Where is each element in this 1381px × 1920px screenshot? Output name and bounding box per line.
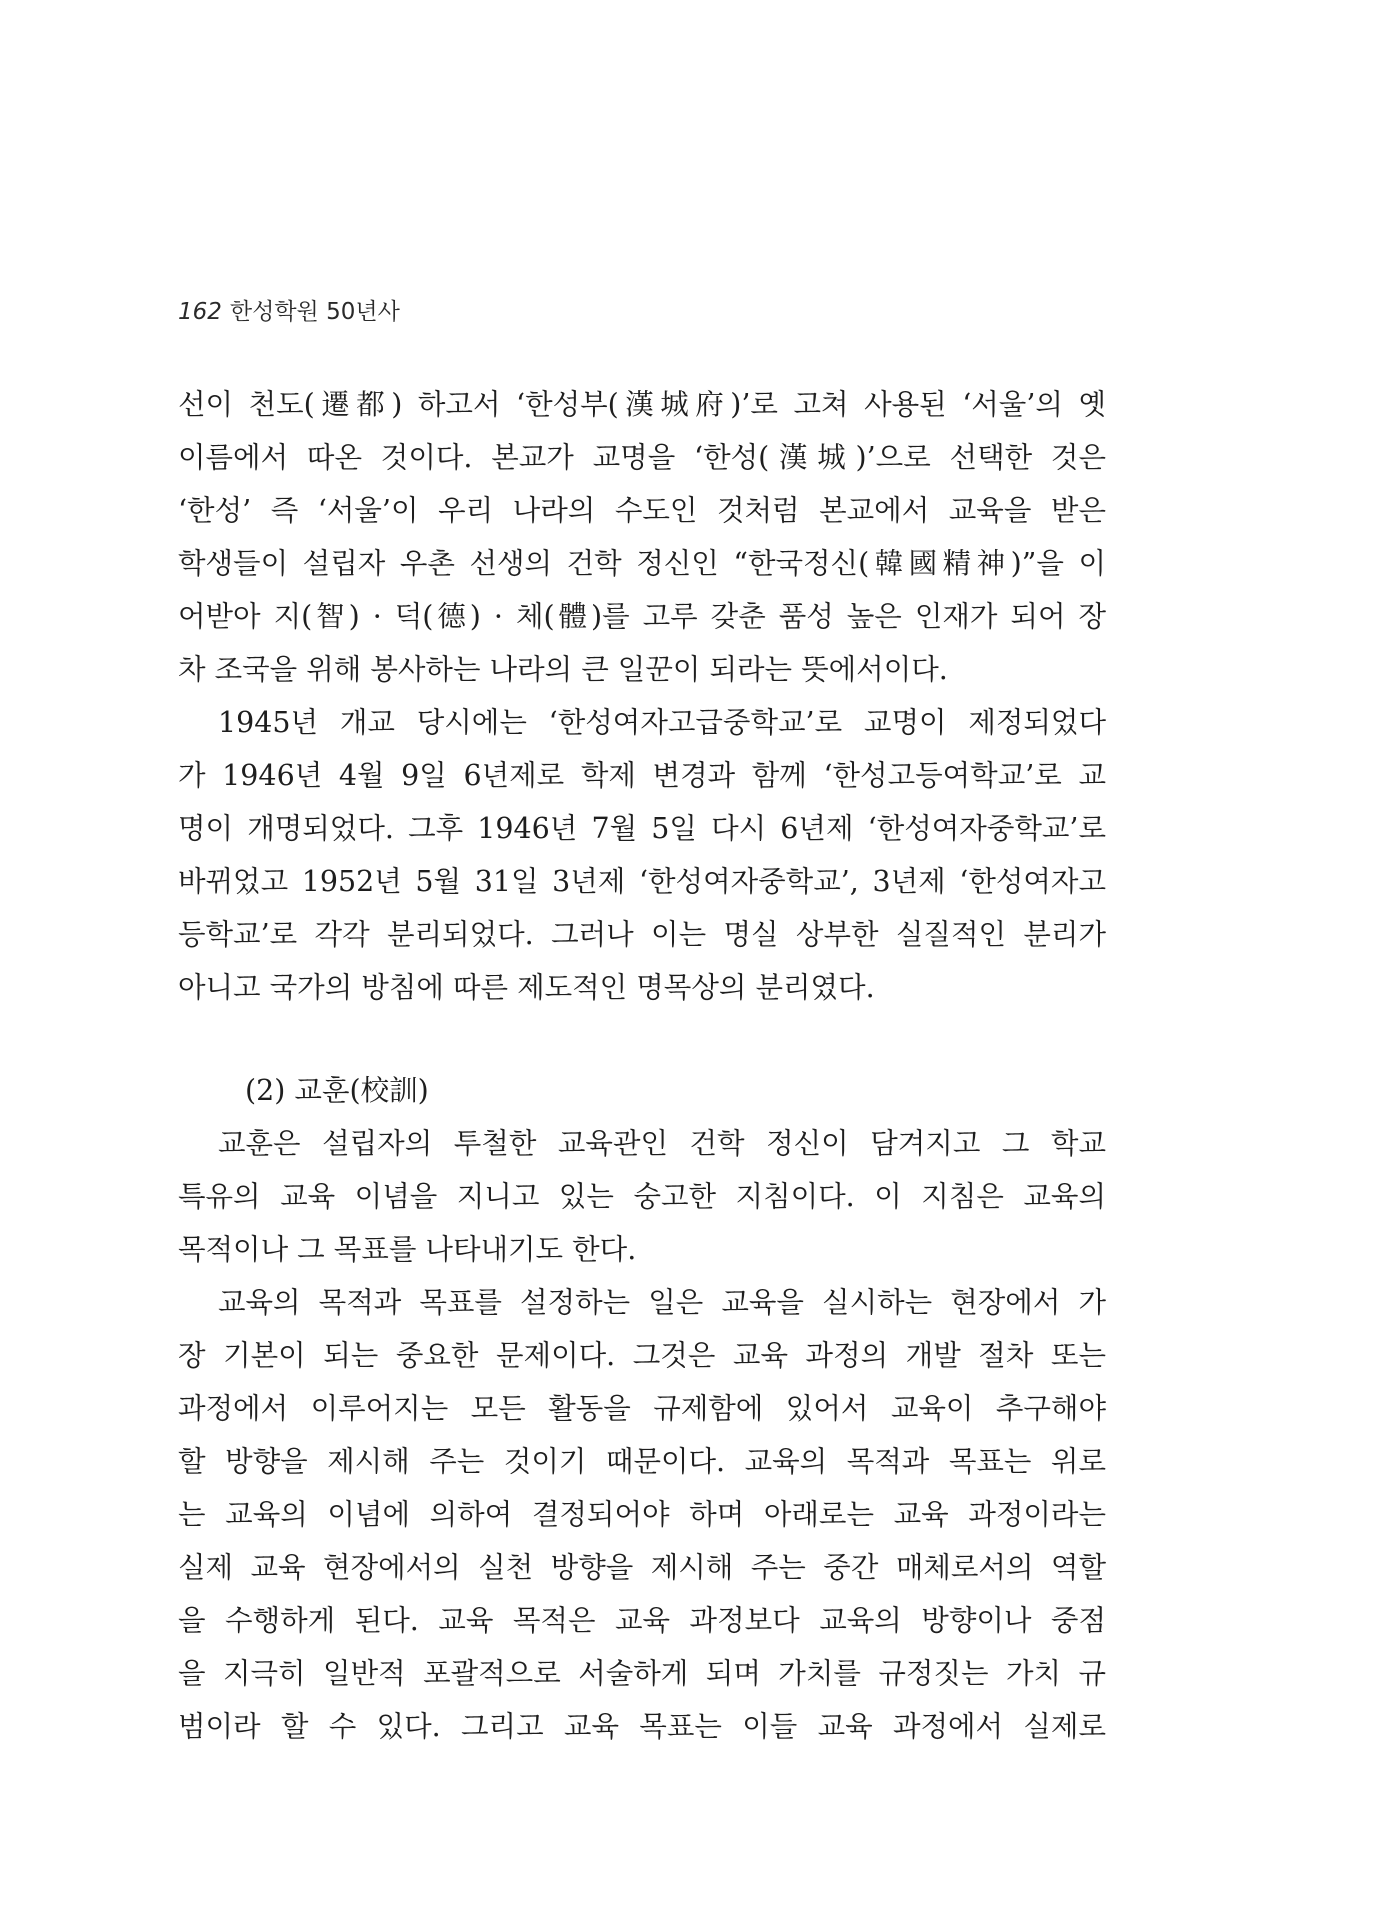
text-line: 실제 교육 현장에서의 실천 방향을 제시해 주는 중간 매체로서의 역할	[178, 1551, 1106, 1584]
text-line: 을 지극히 일반적 포괄적으로 서술하게 되며 가치를 규정짓는 가치 규	[178, 1657, 1106, 1690]
text-line: 1945년 개교 당시에는 ‘한성여자고급중학교’로 교명이 제정되었다	[218, 706, 1106, 739]
text-line: 가 1946년 4월 9일 6년제로 학제 변경과 함께 ‘한성고등여학교’로 교	[178, 759, 1106, 792]
text-line: 등학교’로 각각 분리되었다. 그러나 이는 명실 상부한 실질적인 분리가	[178, 918, 1106, 951]
text-line: 장 기본이 되는 중요한 문제이다. 그것은 교육 과정의 개발 절차 또는	[178, 1339, 1106, 1372]
text-line: 과정에서 이루어지는 모든 활동을 규제함에 있어서 교육이 추구해야	[178, 1392, 1106, 1425]
text-line: 이름에서 따온 것이다. 본교가 교명을 ‘한성(漢城)’으로 선택한 것은	[178, 441, 1106, 474]
text-line: ‘한성’ 즉 ‘서울’이 우리 나라의 수도인 것처럼 본교에서 교육을 받은	[178, 494, 1106, 527]
paragraph-2	[178, 696, 1106, 1014]
text-line: 명이 개명되었다. 그후 1946년 7월 5일 다시 6년제 ‘한성여자중학교’로	[178, 812, 1106, 845]
text-line: 목적이나 그 목표를 나타내기도 한다.	[178, 1233, 637, 1266]
text-line: 아니고 국가의 방침에 따른 제도적인 명목상의 분리였다.	[178, 971, 875, 1004]
book-title: 한성학원 50년사	[229, 299, 400, 325]
text-line: 바뀌었고 1952년 5월 31일 3년제 ‘한성여자중학교’, 3년제 ‘한성여자고	[178, 865, 1106, 898]
section-spacer	[178, 1014, 1106, 1064]
paragraph-1	[178, 378, 1106, 696]
text-line: 선이 천도(遷都) 하고서 ‘한성부(漢城府)’로 고쳐 사용된 ‘서울’의 옛	[178, 388, 1106, 421]
section-heading: (2) 교훈(校訓)	[245, 1074, 429, 1107]
text-line: 을 수행하게 된다. 교육 목적은 교육 과정보다 교육의 방향이나 중점	[178, 1604, 1106, 1637]
page-number: 162	[178, 299, 222, 325]
text-line: 특유의 교육 이념을 지니고 있는 숭고한 지침이다. 이 지침은 교육의	[178, 1180, 1106, 1213]
running-header	[178, 296, 400, 328]
text-line: 교훈은 설립자의 투철한 교육관인 건학 정신이 담겨지고 그 학교	[218, 1127, 1106, 1160]
text-line: 할 방향을 제시해 주는 것이기 때문이다. 교육의 목적과 목표는 위로	[178, 1445, 1106, 1478]
text-line: 어받아 지(智) · 덕(德) · 체(體)를 고루 갖춘 품성 높은 인재가 되어 장	[178, 600, 1106, 633]
paragraph-4	[178, 1276, 1106, 1753]
text-line: 교육의 목적과 목표를 설정하는 일은 교육을 실시하는 현장에서 가	[218, 1286, 1106, 1319]
text-line: 범이라 할 수 있다. 그리고 교육 목표는 이들 교육 과정에서 실제로	[178, 1710, 1106, 1743]
text-line: 학생들이 설립자 우촌 선생의 건학 정신인 “한국정신(韓國精神)”을 이	[178, 547, 1106, 580]
body-text	[178, 378, 1106, 1753]
text-line: 는 교육의 이념에 의하여 결정되어야 하며 아래로는 교육 과정이라는	[178, 1498, 1106, 1531]
text-line: 차 조국을 위해 봉사하는 나라의 큰 일꾼이 되라는 뜻에서이다.	[178, 653, 948, 686]
paragraph-3	[178, 1117, 1106, 1276]
